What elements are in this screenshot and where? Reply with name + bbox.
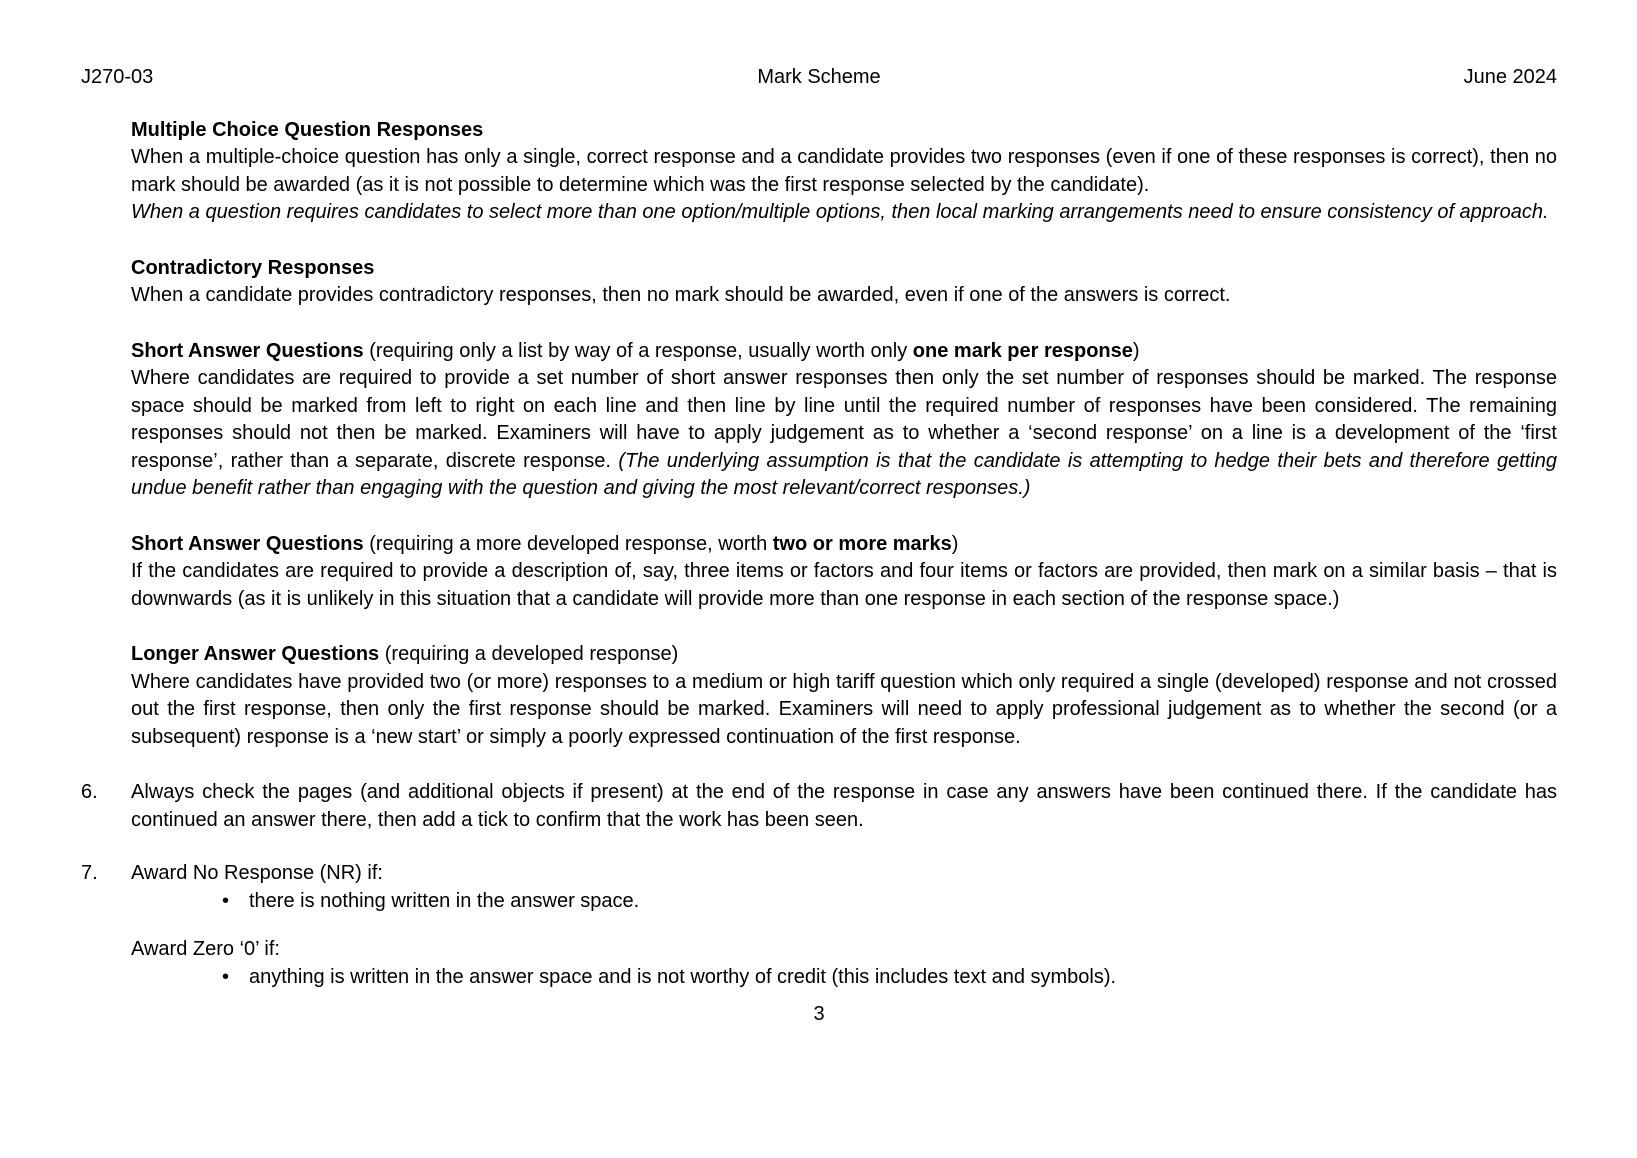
body-italic-run: (The underlying assumption is that the candidate is attempting to hedge their bets and therefore getting undue benefit rather than engaging with the question and giving the most relevant/correct responses.) bbox=[131, 449, 1558, 499]
heading-regular-part: (requiring only a list by way of a response, usually worth only bbox=[363, 339, 913, 362]
section-heading-longer-answer bbox=[131, 641, 1557, 669]
section-heading-short-answer-list bbox=[131, 338, 1557, 366]
heading-bold-part: Short Answer Questions bbox=[131, 339, 364, 362]
bullet-item-nr bbox=[131, 888, 1557, 916]
page-number: 3 bbox=[813, 1003, 825, 1025]
document-body bbox=[0, 92, 1637, 1029]
item-7-body bbox=[131, 860, 1557, 991]
award-zero-intro: Award Zero ‘0’ if: bbox=[131, 938, 280, 960]
heading-close-paren: ) bbox=[1132, 339, 1140, 362]
section-heading-multiple-choice: Multiple Choice Question Responses bbox=[131, 118, 484, 141]
page-header bbox=[0, 0, 1637, 92]
document-code: J270-03 bbox=[81, 66, 154, 88]
bullet-icon: • bbox=[222, 889, 230, 912]
numbered-item-7 bbox=[81, 860, 1557, 991]
section-short-answer-developed bbox=[81, 531, 1557, 614]
heading-regular-part: (requiring a more developed response, worth bbox=[363, 532, 773, 555]
item-6-text: Always check the pages (and additional objects if present) at the end of the response in case any answers have been continued there. If the candidate has continued an answer there, then add a tick to confirm that the work has been seen. bbox=[131, 781, 1557, 831]
paragraph-short-answer-developed-body: If the candidates are required to provide a description of, say, three items or factors and four items or factors are provided, then mark on a similar basis – that is downwards (as it is unlikely in this situation that a candidate will provide more than one response in each section of the response space.) bbox=[131, 560, 1557, 610]
heading-bold-part-2: one mark per response bbox=[912, 339, 1133, 362]
section-heading-short-answer-developed bbox=[131, 531, 1557, 559]
bullet-text-zero: anything is written in the answer space and is not worthy of credit (this includes text and symbols). bbox=[249, 965, 1117, 988]
numbered-item-6 bbox=[81, 779, 1557, 834]
document-date: June 2024 bbox=[1463, 66, 1557, 88]
paragraph-longer-answer-body: Where candidates have provided two (or more) responses to a medium or high tariff question which only required a single (developed) response and not crossed out the first response, then only the first response should be marked. Examiners will need to apply professional judgement as to whether the second (or a subsequent) response is a ‘new start’ or simply a poorly expressed continuation of the first response. bbox=[131, 670, 1557, 748]
heading-bold-part-2: two or more marks bbox=[772, 532, 952, 555]
section-longer-answer bbox=[81, 641, 1557, 751]
body-regular-run: Where candidates are required to provide a set number of short answer responses then only the set number of responses should be marked. The response space should be marked from left to right on each line and then line by line until the required number of responses have been considered. The remaining responses should not then be marked. Examiners will have to apply judgement as to whether a ‘second response’ on a line is a development of the ‘first response’, rather than a separate, discrete response. bbox=[131, 367, 1557, 472]
bullet-text-nr: there is nothing written in the answer space. bbox=[249, 889, 640, 912]
document-title: Mark Scheme bbox=[757, 66, 881, 88]
heading-bold-part: Short Answer Questions bbox=[131, 532, 364, 555]
bullet-item-zero bbox=[131, 964, 1557, 992]
heading-regular-part: (requiring a developed response) bbox=[379, 643, 679, 665]
heading-bold-part: Longer Answer Questions bbox=[131, 643, 380, 665]
paragraph-mcq-body: When a multiple-choice question has only a single, correct response and a candidate provides two responses (even if one of these responses is correct), then no mark should be awarded (as it is not possible to determine which was the first response selected by the candidate). bbox=[131, 146, 1557, 196]
page-footer bbox=[81, 1001, 1557, 1029]
section-heading-contradictory: Contradictory Responses bbox=[131, 256, 375, 279]
paragraph-contradictory-body: When a candidate provides contradictory responses, then no mark should be awarded, even if one of the answers is correct. bbox=[131, 284, 1231, 306]
item-number: 7. bbox=[81, 862, 98, 884]
award-nr-intro: Award No Response (NR) if: bbox=[131, 862, 383, 884]
section-contradictory bbox=[81, 255, 1557, 310]
paragraph-short-answer-list-body bbox=[131, 365, 1557, 503]
heading-close-paren: ) bbox=[951, 532, 959, 555]
paragraph-mcq-italic: When a question requires candidates to select more than one option/multiple options, then local marking arrangements need to ensure consistency of approach. bbox=[131, 201, 1549, 223]
section-multiple-choice bbox=[81, 117, 1557, 227]
bullet-icon: • bbox=[222, 965, 230, 988]
section-short-answer-list bbox=[81, 338, 1557, 503]
item-number: 6. bbox=[81, 781, 98, 803]
